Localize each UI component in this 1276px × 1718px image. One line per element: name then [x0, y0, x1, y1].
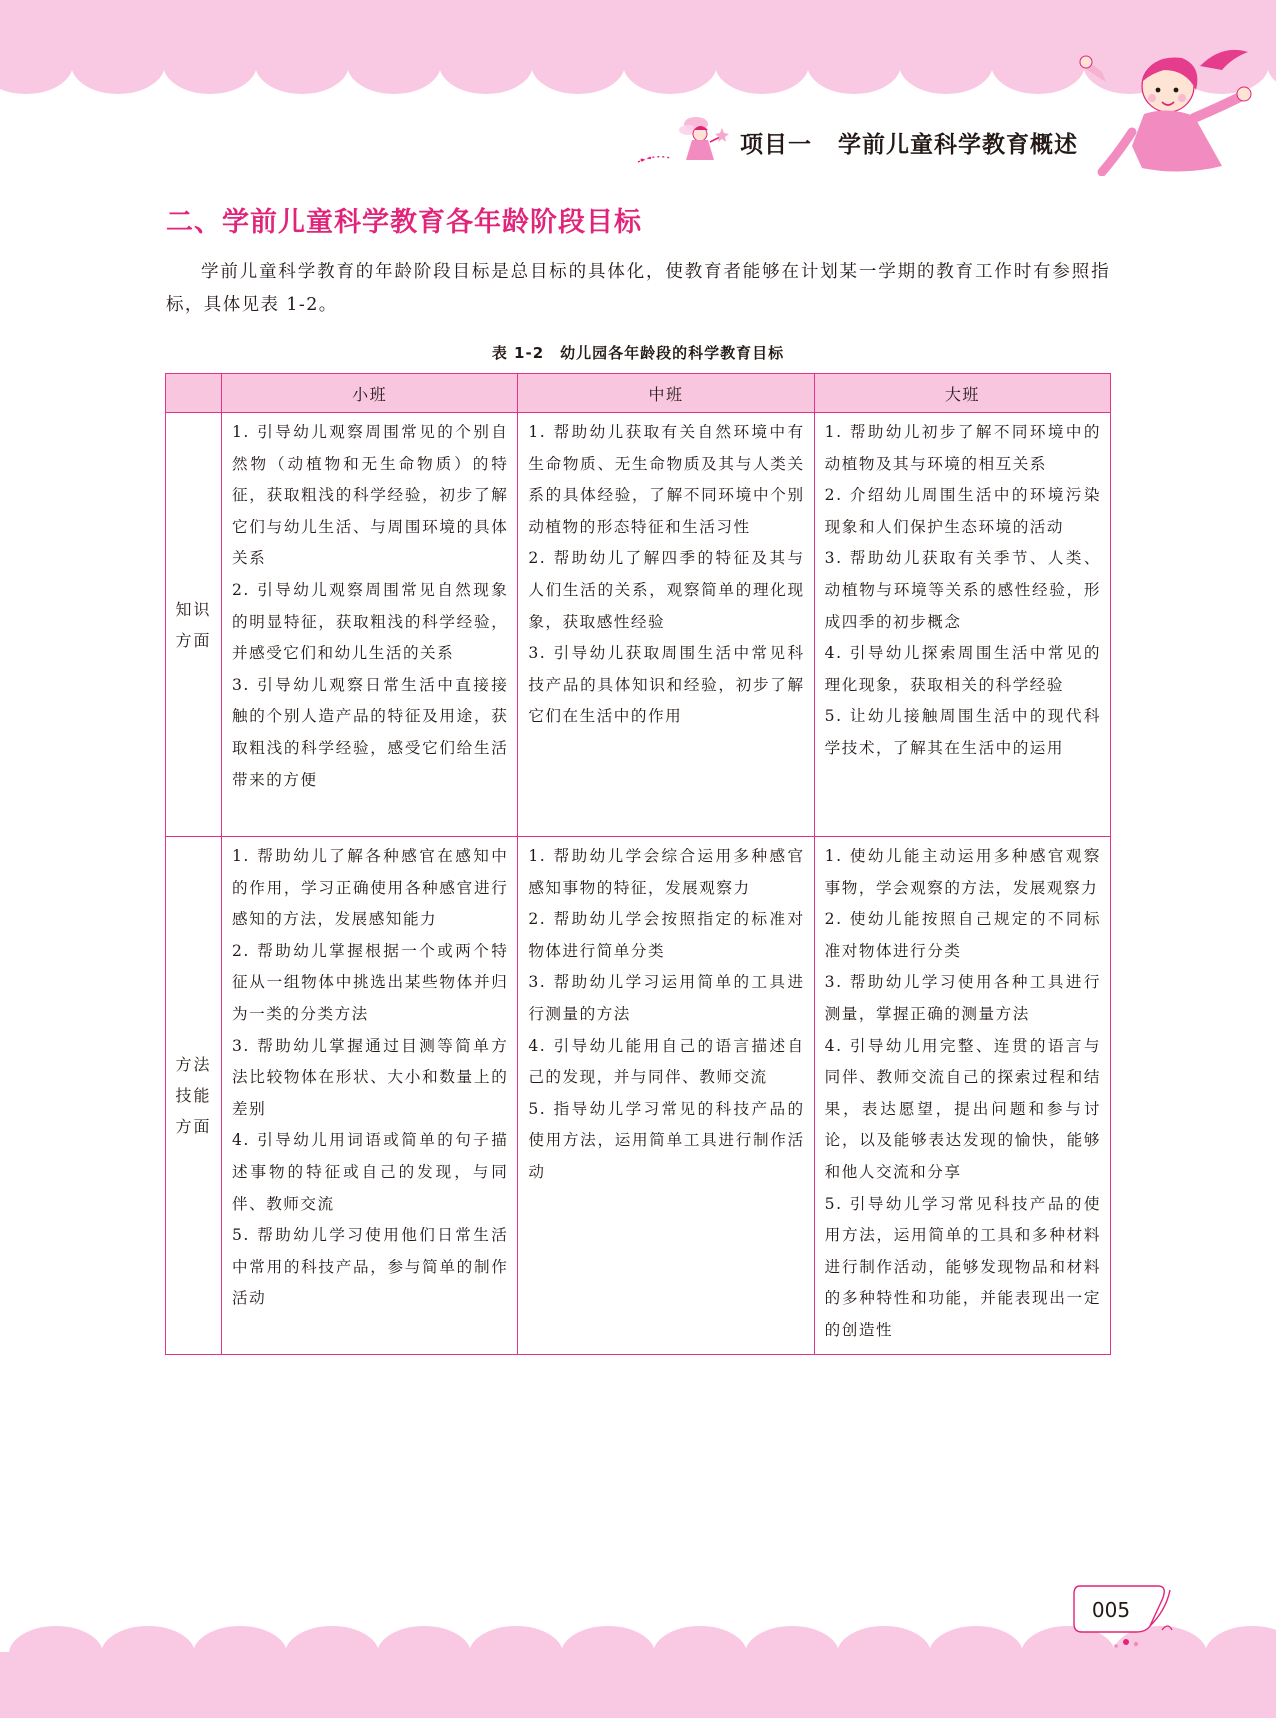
cell-methods-large [814, 837, 1110, 1355]
cell-knowledge-large [814, 413, 1110, 837]
header-middle-class: 中班 [518, 374, 814, 413]
row-aspect-knowledge [166, 413, 222, 837]
row-aspect-methods [166, 837, 222, 1355]
table-row [166, 837, 1111, 1355]
girl-icon [1072, 36, 1272, 176]
list-item: 3. 引导幼儿观察日常生活中直接接触的个别人造产品的特征及用途，获取粗浅的科学经验，感受它们给生活带来的方便 [232, 675, 509, 789]
aspect-label: 方法技能方面 [175, 1055, 212, 1136]
aspect-label: 知识方面 [175, 599, 212, 650]
header-project: 项目一 [740, 132, 812, 158]
header-large-class: 大班 [814, 374, 1110, 413]
list-item: 5. 引导幼儿学习常见科技产品的使用方法，运用简单的工具和多种材料进行制作活动，能够发现物品和材料的多种特性和功能，并能表现出一定的创造性 [824, 1194, 1101, 1339]
header-title: 学前儿童科学教育概述 [838, 132, 1078, 158]
section-heading: 二、学前儿童科学教育各年龄阶段目标 [166, 207, 642, 238]
header-small-class: 小班 [222, 374, 518, 413]
list-item: 2. 帮助幼儿了解四季的特征及其与人们生活的关系，观察简单的理化现象，获取感性经验 [528, 549, 805, 631]
list-item: 5. 指导幼儿学习常见的科技产品的使用方法，运用简单工具进行制作活动 [528, 1099, 805, 1181]
list-item: 2. 帮助幼儿掌握根据一个或两个特征从一组物体中挑选出某些物体并归为一类的分类方法 [232, 941, 509, 1023]
list-item: 1. 帮助幼儿获取有关自然环境中有生命物质、无生命物质及其与人类关系的具体经验，了解不同环境中个别动植物的形态特征和生活习性 [528, 423, 805, 536]
cell-methods-middle [518, 837, 814, 1355]
page-number: 005 [1091, 1598, 1131, 1622]
header-blank [166, 374, 222, 413]
table-row [166, 413, 1111, 837]
list-item: 1. 帮助幼儿学会综合运用多种感官感知事物的特征，发展观察力 [528, 847, 805, 897]
list-item: 4. 引导幼儿用词语或简单的句子描述事物的特征或自己的发现，与同伴、教师交流 [232, 1131, 509, 1213]
list-item: 2. 引导幼儿观察周围常见自然现象的明显特征，获取粗浅的科学经验，并感受它们和幼儿生活的关系 [232, 580, 509, 663]
list-item: 2. 帮助幼儿学会按照指定的标准对物体进行简单分类 [528, 910, 805, 960]
list-item: 1. 使幼儿能主动运用多种感官观察事物，学会观察的方法，发展观察力 [824, 847, 1101, 897]
goals-table [165, 373, 1111, 1355]
table-caption: 表 1-2 幼儿园各年龄段的科学教育目标 [491, 344, 785, 362]
list-item: 5. 让幼儿接触周围生活中的现代科学技术，了解其在生活中的运用 [824, 707, 1101, 757]
list-item: 3. 帮助幼儿掌握通过目测等简单方法比较物体在形状、大小和数量上的差别 [232, 1036, 509, 1118]
list-item: 2. 使幼儿能按照自己规定的不同标准对物体进行分类 [824, 910, 1101, 960]
list-item: 4. 引导幼儿用完整、连贯的语言与同伴、教师交流自己的探索过程和结果，表达愿望，提出问题和参与讨论，以及能够表达发现的愉快，能够和他人交流和分享 [824, 1036, 1101, 1181]
list-item: 3. 帮助幼儿学习运用简单的工具进行测量的方法 [528, 973, 805, 1023]
cell-methods-small [222, 837, 518, 1355]
list-item: 3. 引导幼儿获取周围生活中常见科技产品的具体知识和经验，初步了解它们在生活中的作用 [528, 644, 805, 726]
list-item: 1. 帮助幼儿初步了解不同环境中的动植物及其与环境的相互关系 [824, 423, 1101, 473]
running-header [740, 126, 1078, 159]
list-item: 1. 帮助幼儿了解各种感官在感知中的作用，学习正确使用各种感官进行感知的方法，发展感知能力 [232, 847, 509, 929]
list-item: 3. 帮助幼儿获取有关季节、人类、动植物与环境等关系的感性经验，形成四季的初步概念 [824, 549, 1101, 631]
list-item: 4. 引导幼儿能用自己的语言描述自己的发现，并与同伴、教师交流 [528, 1036, 805, 1087]
cell-knowledge-middle [518, 413, 814, 837]
fairy-icon [636, 108, 730, 170]
list-item: 3. 帮助幼儿学习使用各种工具进行测量，掌握正确的测量方法 [824, 973, 1101, 1023]
cell-knowledge-small [222, 413, 518, 837]
list-item: 2. 介绍幼儿周围生活中的环境污染现象和人们保护生态环境的活动 [824, 486, 1101, 536]
list-item: 1. 引导幼儿观察周围常见的个别自然物（动植物和无生命物质）的特征，获取粗浅的科学经验，初步了解它们与幼儿生活、与周围环境的具体关系 [232, 423, 509, 568]
table-header-row [166, 374, 1111, 413]
list-item: 5. 帮助幼儿学习使用他们日常生活中常用的科技产品，参与简单的制作活动 [232, 1226, 509, 1308]
intro-paragraph: 学前儿童科学教育的年龄阶段目标是总目标的具体化，使教育者能够在计划某一学期的教育工作时有参照指标，具体见表 1-2。 [166, 262, 1110, 315]
list-item: 4. 引导幼儿探索周围生活中常见的理化现象，获取相关的科学经验 [824, 644, 1101, 694]
